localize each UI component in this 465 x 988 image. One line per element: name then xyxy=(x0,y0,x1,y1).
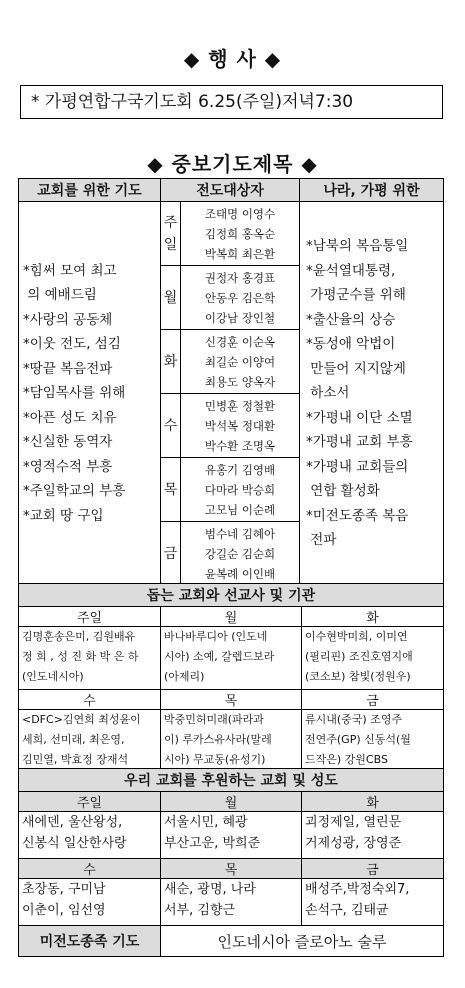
evangelism-names: 권정자 홍경표 안동우 김은학 이강남 장인철 xyxy=(181,266,300,330)
prayer-item: *윤석열대통령, xyxy=(306,262,396,279)
prayer-item: *미전도종족 복음 xyxy=(306,507,409,524)
prayer-item: *가평내 이단 소멸 xyxy=(306,409,413,426)
day-label: 월 xyxy=(161,607,302,627)
evangelism-names: 신경훈 이순옥 최길순 이양여 최용도 양옥자 xyxy=(181,330,300,394)
support-table xyxy=(18,768,444,957)
header-church: 교회를 위한 기도 xyxy=(19,179,161,202)
evangelism-day: 수 xyxy=(161,394,181,458)
prayer-item: *가평내 교회 부흥 xyxy=(306,434,413,451)
prayer-item: 하소서 xyxy=(306,385,350,402)
support-cell: 초장동, 구미남 이춘이, 임선영 xyxy=(19,879,161,926)
evangelism-day: 월 xyxy=(161,266,181,330)
support-cell: 괴정제일, 열린문 거제성광, 장영준 xyxy=(302,812,444,859)
mission-cell: 김명훈송은미, 김원배유 정 희 , 성 진 화 박 은 하 (인도네시아) xyxy=(19,627,161,690)
prayer-item: *영적수적 부흥 xyxy=(23,458,113,475)
mission-cell: 류시내(중국) 조영주 전연주(GP) 신동석(월 드작은) 강원CBS xyxy=(302,710,444,773)
day-label: 화 xyxy=(302,607,444,627)
prayer-item: *땅끝 복음전파 xyxy=(23,360,113,377)
evangelism-day: 주 일 xyxy=(161,202,181,266)
header-nation: 나라, 가평 위한 xyxy=(300,179,444,202)
day-label: 목 xyxy=(161,690,302,710)
prayer-item: *담임목사를 위해 xyxy=(23,385,126,402)
day-label: 금 xyxy=(302,690,444,710)
prayer-item: *힘써 모여 최고 xyxy=(23,262,117,279)
mission-cell: <DFC>김연희 최성윤이 세희, 선미래, 최은영, 김민열, 박효정 장재석 xyxy=(19,710,161,773)
prayer-item: *가평내 교회들의 xyxy=(306,458,409,475)
prayer-item: *교회 땅 구입 xyxy=(23,507,104,524)
day-label: 주일 xyxy=(19,792,161,812)
unreached-label: 미전도종족 기도 xyxy=(19,926,161,957)
evangelism-day: 화 xyxy=(161,330,181,394)
prayer-item: *이웃 전도, 섬김 xyxy=(23,336,121,353)
day-label: 금 xyxy=(302,859,444,879)
prayer-item: *출산율의 상승 xyxy=(306,311,396,328)
prayer-item: 전파 xyxy=(306,532,337,549)
day-label: 목 xyxy=(161,859,302,879)
prayer-item: 의 예배드림 xyxy=(23,287,97,304)
prayer-item: 연합 활성화 xyxy=(306,483,380,500)
evangelism-names: 범수네 김혜아 강길순 김순희 윤복례 이인배 xyxy=(181,522,300,586)
support-cell: 새순, 광명, 나라 서부, 김향근 xyxy=(161,879,302,926)
prayer-item: 만들어 지지않게 xyxy=(306,360,406,377)
evangelism-names: 민병훈 정철환 박석복 정대환 박수환 조명옥 xyxy=(181,394,300,458)
prayer-item: 가평군수를 위해 xyxy=(306,287,406,304)
mission-cell: 박중민허미래(파라과 이) 루카스유사라(말레 시아) 무교동(유성기) xyxy=(161,710,302,773)
mission-table xyxy=(18,583,444,773)
prayer-section-title: ◆ 중보기도제목 ◆ xyxy=(147,152,318,176)
prayer-item: *아픈 성도 치유 xyxy=(23,409,117,426)
mission-section-title: 돕는 교회와 선교사 및 기관 xyxy=(19,584,444,607)
nation-prayer-list xyxy=(300,202,444,586)
prayer-table xyxy=(18,178,444,586)
evangelism-day: 금 xyxy=(161,522,181,586)
mission-cell: 바나바루디아 (인도네 시아) 소예, 갈렙드보라 (아제리) xyxy=(161,627,302,690)
support-section-title: 우리 교회를 후원하는 교회 및 성도 xyxy=(19,769,444,792)
support-cell: 배성주,박정숙외7, 손석구, 김태균 xyxy=(302,879,444,926)
prayer-item: *사랑의 공동체 xyxy=(23,311,113,328)
day-label: 수 xyxy=(19,690,161,710)
prayer-item: *남북의 복음통일 xyxy=(306,238,409,255)
mission-cell: 이수현박미희, 이미연 (필리핀) 조진호염지애 (코소보) 참빛(정원우) xyxy=(302,627,444,690)
prayer-item: *신실한 동역자 xyxy=(23,434,113,451)
evangelism-names: 유홍기 김영배 다마라 박승희 고모님 이순례 xyxy=(181,458,300,522)
prayer-item: *동성애 악법이 xyxy=(306,336,396,353)
prayer-item: *주일학교의 부흥 xyxy=(23,483,126,500)
event-item: * 가평연합구국기도회 6.25(주일)저녁7:30 xyxy=(20,85,443,119)
support-cell: 서울시민, 혜광 부산고운, 박희준 xyxy=(161,812,302,859)
day-label: 수 xyxy=(19,859,161,879)
evangelism-names: 조태명 이영수 김정희 홍옥순 박복희 최은환 xyxy=(181,202,300,266)
day-label: 화 xyxy=(302,792,444,812)
header-evangelism: 전도대상자 xyxy=(161,179,300,202)
day-label: 주일 xyxy=(19,607,161,627)
event-section-title: ◆ 행 사 ◆ xyxy=(183,47,282,71)
church-prayer-list xyxy=(19,202,161,586)
unreached-value: 인도네시아 즐로아노 술루 xyxy=(161,926,444,957)
support-cell: 새에덴, 울산왕성, 신봉식 일산한사랑 xyxy=(19,812,161,859)
day-label: 월 xyxy=(161,792,302,812)
evangelism-day: 목 xyxy=(161,458,181,522)
